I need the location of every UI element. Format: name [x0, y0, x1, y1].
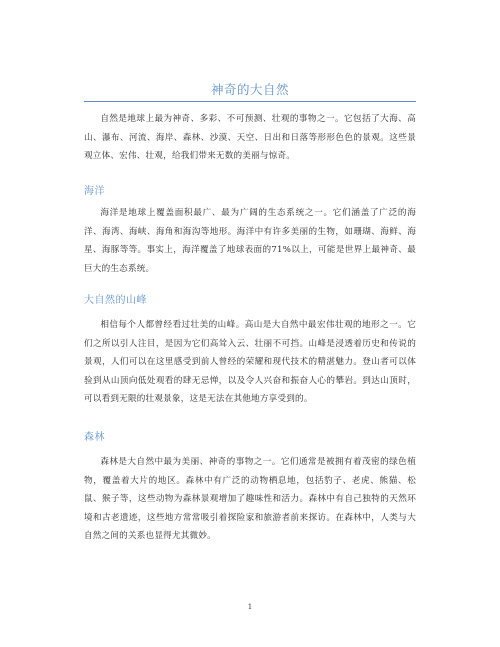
section-body-forest: 森林是大自然中最为美丽、神奇的事物之一。它们通常是被拥有着茂密的绿色植物，覆盖着大片的地区。森林中有广泛的动物栖息地，包括豹子、老虎、熊猫、松鼠、猴子等，这些动物为森林景观增加了趣味性和活力。森林中有自己独特的天然环境和古老遗迹，这些地方常常吸引着探险家和旅游者前来探访。在森林中，人类与大自然之间的关系也显得尤其微妙。	[84, 457, 416, 542]
section-heading-mountains: 大自然的山峰	[84, 295, 147, 306]
section-body-ocean: 海洋是地球上覆盖面积最广、最为广阔的生态系统之一。它们涵盖了广泛的海洋、海湾、海峡、海角和海沟等地形。海洋中有许多美丽的生物，如珊瑚、海鲜、海星、海豚等等。事实上，海洋覆盖了地球表面的71%以上，可能是世界上最神奇、最巨大的生态系统。	[84, 208, 416, 274]
section-heading-forest: 森林	[84, 432, 105, 443]
intro-paragraph: 自然是地球上最为神奇、多彩、不可预测、壮观的事物之一。它包括了大海、高山、瀑布、河流、海岸、森林、沙漠、天空、日出和日落等形形色色的景观。这些景观立体、宏伟、壮观，给我们带来无数的美丽与惊奇。	[84, 114, 416, 162]
document-title: 神奇的大自然	[210, 82, 289, 97]
section-body-mountains: 相信每个人都曾经看过壮美的山峰。高山是大自然中最宏伟壮观的地形之一。它们之所以引人注目，是因为它们高耸入云、壮丽不可挡。山峰是浸透着历史和传说的景观，人们可以在这里感受到前人曾经的荣耀和现代技术的精湛魅力。登山者可以体验到从山顶向低处观看的肆无忌惮，以及令人兴奋和振奋人心的攀岩。到达山顶时，可以看到无限的壮观景象，这是无法在其他地方享受到的。	[84, 320, 416, 405]
title-underline	[84, 101, 416, 102]
page-number: 1	[247, 603, 253, 611]
section-heading-ocean: 海洋	[84, 186, 105, 197]
